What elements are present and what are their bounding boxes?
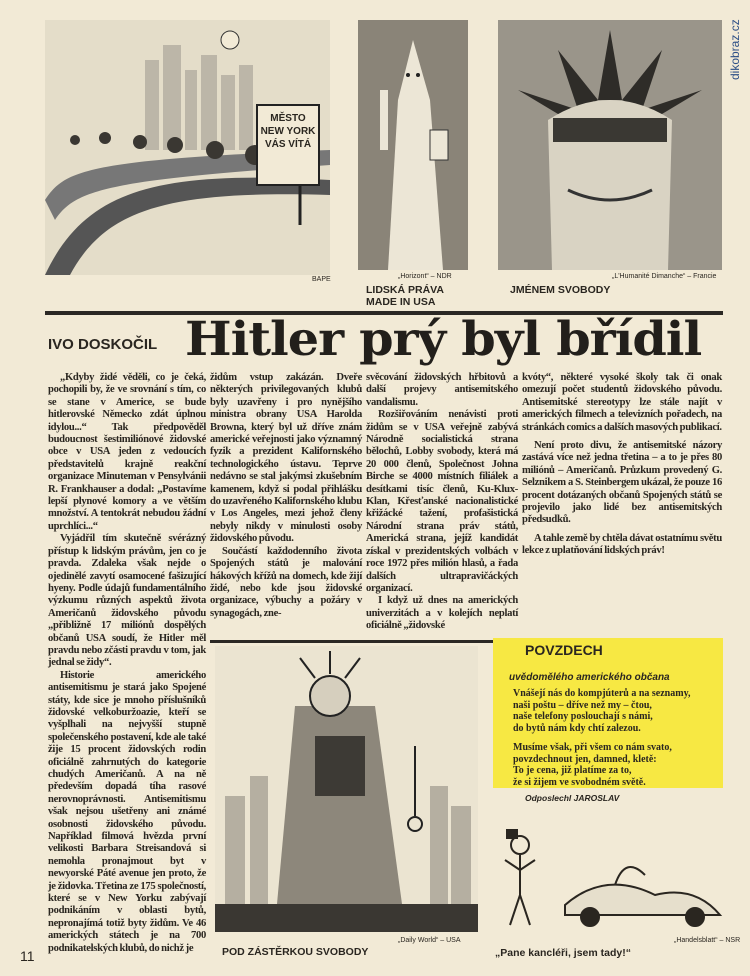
cartoon-source: „Daily World“ – USA <box>398 937 461 944</box>
cartoon-title: „Pane kancléři, jsem tady!“ <box>495 947 631 959</box>
poem-signature: Odposlechl JAROSLAV <box>525 793 620 803</box>
cartoon-title: LIDSKÁ PRÁVA MADE IN USA <box>366 284 444 308</box>
povzdech-box <box>493 638 723 803</box>
article-column-1 <box>48 372 206 955</box>
watermark: dikobraz.cz <box>728 19 742 80</box>
cartoon-title: POD ZÁSTĚRKOU SVOBODY <box>222 946 369 958</box>
cartoon-liberty-helmet-drawing <box>498 20 722 270</box>
cartoon-kkk-liberty <box>358 20 468 270</box>
cartoon-new-york <box>45 20 330 275</box>
paragraph: „Kdyby židé věděli, co je čeká, pochopili by, že ve srovnání s tím, co se stane v Americe, se bude hitlerovské Německo zdát úplnou idylou...“ Tak předpověděl budoucnost šestimiliónové židovské obce v USA jeden z vedoucích představitelů krajně reakční organizace Minuteman v Pensylvánii R. Frankhauser a dodal: „Postavíme lepší plynové komory a ve větším množství. A tentokrát nebudou žádní uprchlíci...“ <box>48 372 206 532</box>
paragraph: Rozšiřováním nenávisti proti židům se v USA veřejně zabývá Národně socialistická strana bělochů, Lobby svobody, která má 20 000 členů, Společnost Johna Birche se 4000 místních filiálek a desítkami tisíc členů, Ku-Klux-Klan, Křesťanské nacionalistické křižácké tažení, profašistická Národní strana práv států, Americká strana, jejíž kandidát získal v prezidentských volbách v roce 1972 přes milión hlasů, a řada dalších ultrapravičáckých organizací. <box>366 409 518 594</box>
cartoon-sign-text: MĚSTO NEW YORK VÁS VÍTÁ <box>260 113 316 150</box>
page-number: 11 <box>20 948 35 964</box>
paragraph: kvóty“, některé vysoké školy tak či onak omezují počet studentů židovského původu. Antisemitské stereotypy lze stále najít v amerických filmech a televizních pořadech, na stránkách comics a dalších masových publikací. <box>522 372 722 433</box>
cartoon-chancellor <box>495 815 730 935</box>
cartoon-source: BAPE <box>312 276 331 283</box>
article-column-2 <box>210 372 362 620</box>
article-column-3 <box>366 372 518 633</box>
article-column-4 <box>522 372 722 558</box>
cartoon-title: JMÉNEM SVOBODY <box>510 284 611 296</box>
paragraph: židům vstup zakázán. Dveře některých privilegovaných klubů byly uzavřeny i pro nynějšího ministra obrany USA Harolda Browna, který byl už dříve znám americké veřejnosti jako významný fyzik a prezident Kalifornského technologického ústavu. Teprve nedávno se stal jakýmsi zkušebním kamenem, když si podal přihlášku do uzavřeného Kalifornského klubu v Los Angeles, mezi jehož členy nebyly nikdy v minulosti osoby židovského původu. <box>210 372 362 545</box>
cartoon-chancellor-drawing <box>495 815 730 935</box>
poem-stanza: Vnášejí nás do kompjúterů a na seznamy, naši poštu – dříve než my – čtou, naše telefony poslouchají s námi, do bytů nám kdy chtí zalezou. <box>513 688 691 734</box>
box-heading: POVZDECH <box>525 642 603 658</box>
poem-stanza: Musíme však, při všem co nám svato, povzdechnout jen, damned, kletě: To je cena, již platíme za to, že si žijem ve svobodném světě. <box>513 742 672 788</box>
cartoon-liberty-apron <box>215 646 478 932</box>
paragraph: I když už dnes na amerických univerzitách a v kolejích neplatí oficiálně „židovské <box>366 595 518 632</box>
cartoon-kkk-liberty-drawing <box>358 20 468 270</box>
cartoon-liberty-apron-drawing <box>215 646 478 932</box>
paragraph: A tahle země by chtěla dávat ostatnímu světu lekce z uplatňování lidských práv! <box>522 532 722 557</box>
cartoon-source: „Horizont“ – NDR <box>398 273 452 280</box>
paragraph: svěcování židovských hřbitovů a další projevy antisemitského vandalismu. <box>366 372 518 408</box>
paragraph: Historie amerického antisemitismu je stará jako Spojené státy, kde sice je mnoho příslušníků židovské velkoburžoazie, kteří se vyšplhali na nejvyšší stupně společenského postavení, kde ale také žije 15 procent židovských rodin oficiálně zahrnutých do kategorie chudých Američanů. A na ně především dopadá tíha rasové nerovnoprávnosti. Antisemitismu však nejsou ušetřeny ani známé osobnosti židovského původu. Například filmová hvězda první velikosti Barbara Streisandová si nemohla pronajmout byt v newyorské Páté avenue jen proto, že je židovka. Třetina ze 175 společností, které se v New Yorku zabývají podnikáním v oblasti bytů, nepronajímá totiž byty židům. Ve 46 amerických státech je na 700 podnikatelských klubů, do nichž je <box>48 669 206 954</box>
article-author: IVO DOSKOČIL <box>48 336 158 353</box>
box-subheading: uvědomělého amerického občana <box>509 672 670 683</box>
paragraph: Vyjádřil tím skutečně svérázný přístup k lidským právům, jen co je pravda. Zdaleka však nejde o ojedinělé zavytí osamocené fašizující hyeny. Podle údajů fundamentálního výzkumu různých aspektů života Američanů židovského původu „přibližně 17 miliónů dospělých občanů USA soudí, že Hitler měl pravdu nebo zčásti pravdu v tom, jak jednal se židy“. <box>48 533 206 669</box>
cartoon-liberty-helmet <box>498 20 722 270</box>
cartoon-source: „Handelsblatt“ – NSR <box>674 937 741 944</box>
article-title: Hitler prý byl břídil <box>185 312 702 367</box>
paragraph: Není proto divu, že antisemitské názory zastává více než jedna třetina – a to je přes 80 miliónů – Američanů. Průzkum provedený G. Selznikem a S. Steinbergem ukázal, že pouze 16 procent dotázaných občanů Spojených států se projevilo jako lidé bez antisemitských předsudků. <box>522 440 722 526</box>
cartoon-source: „L'Humanité Dimanche“ – Francie <box>612 273 717 280</box>
paragraph: Součástí každodenního života Spojených států je malování hákových křížů na domech, kde žijí židé, nebo kde jsou židovské organizace, výbuchy a požáry v synagogách, zne- <box>210 545 362 619</box>
